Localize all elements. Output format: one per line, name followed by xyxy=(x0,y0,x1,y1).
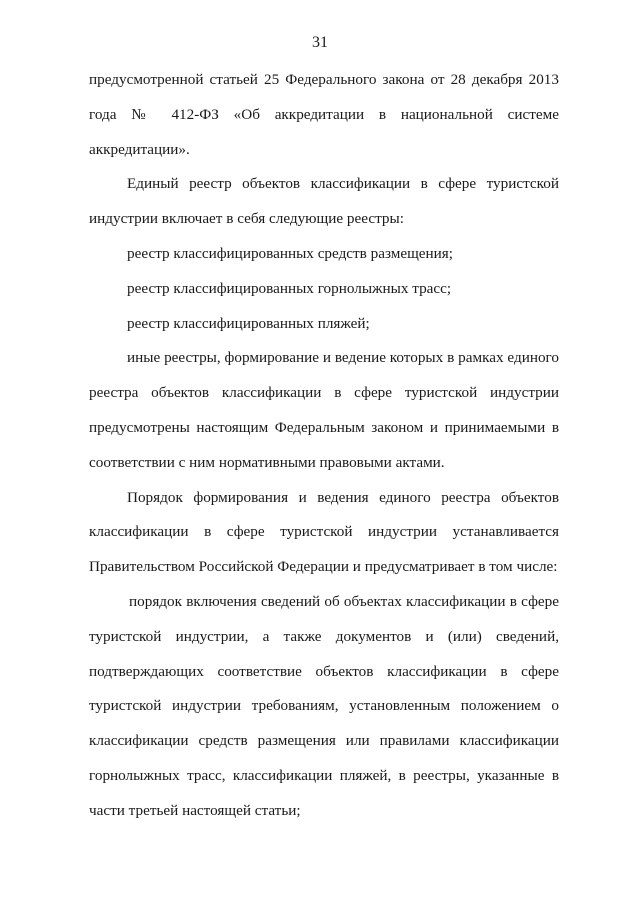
text-line: подтверждающих соответствие объектов классификации в сфере xyxy=(89,662,559,680)
text-line: туристской индустрии, а также документов и (или) сведений, xyxy=(89,627,559,645)
list-item: реестр классифицированных горнолыжных трасс; xyxy=(127,279,452,297)
text-line: части третьей настоящей статьи; xyxy=(89,801,301,819)
text-line: горнолыжных трасс, классификации пляжей, в реестры, указанные в xyxy=(89,766,559,784)
text-line: классификации средств размещения или правилами классификации xyxy=(89,732,559,750)
text-line: Единый реестр объектов классификации в сфере туристской xyxy=(127,175,559,193)
body-text xyxy=(89,63,559,829)
text-line: иные реестры, формирование и ведение которых в рамках единого xyxy=(127,349,559,367)
text-line: предусмотренной статьей 25 Федерального закона от 28 декабря 2013 xyxy=(89,71,559,88)
text-line: Правительством Российской Федерации и предусматривает в том числе: xyxy=(89,558,558,576)
text-line: индустрии включает в себя следующие реестры: xyxy=(89,210,404,228)
text-line: классификации в сфере туристской индустрии устанавливается xyxy=(89,523,559,541)
text-line: предусмотрены настоящим Федеральным законом и принимаемыми в xyxy=(89,418,559,436)
text-line: аккредитации». xyxy=(89,140,190,158)
text-line: соответствии с ним нормативными правовыми актами. xyxy=(89,453,445,471)
text-line: реестра объектов классификации в сфере туристской индустрии xyxy=(89,384,559,402)
text-line: Порядок формирования и ведения единого реестра объектов xyxy=(127,488,559,506)
text-line: туристской индустрии требованиям, установленным положением о xyxy=(89,697,559,715)
page-number: 31 xyxy=(312,34,328,51)
text-line: порядок включения сведений об объектах классификации в сфере xyxy=(129,592,559,610)
text-line: года № 412-ФЗ «Об аккредитации в национальной системе xyxy=(89,105,559,123)
list-item: реестр классифицированных средств размещения; xyxy=(127,244,454,262)
list-item: реестр классифицированных пляжей; xyxy=(127,314,370,332)
